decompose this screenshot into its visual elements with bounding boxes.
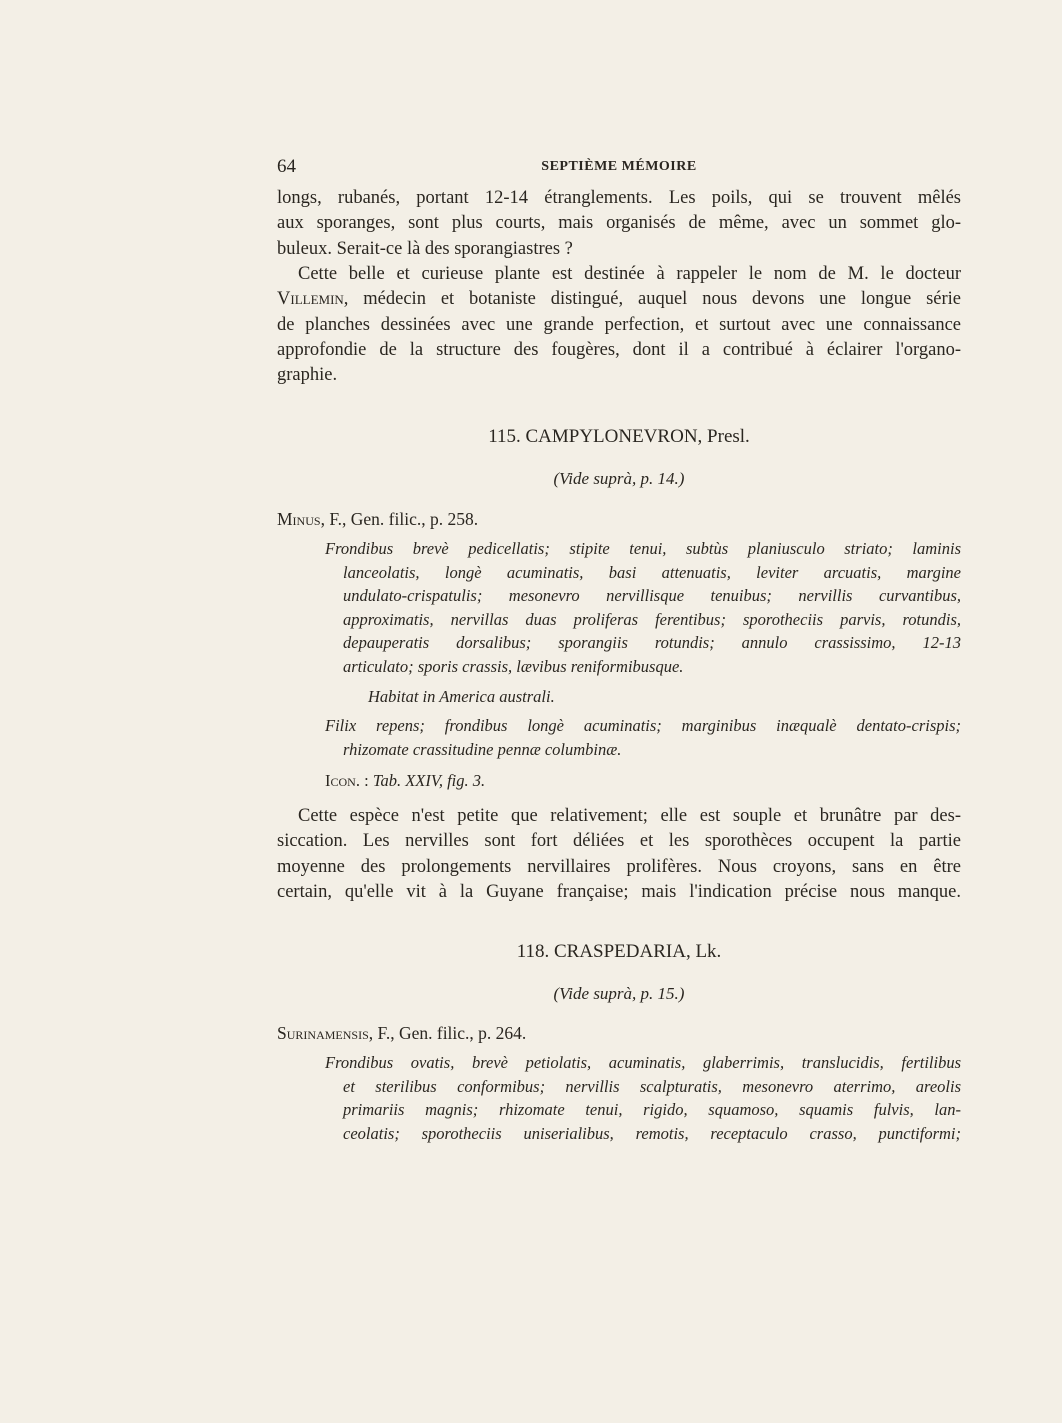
text-line: et sterilibus conformibus; nervillis scalpturatis, mesonevro aterrimo, areolis	[343, 1076, 961, 1096]
genus-title: 115. CAMPYLONEVRON, Presl.	[488, 426, 750, 447]
text-line: Filix repens; frondibus longè acuminatis; marginibus inæqualè dentato-crispis;	[325, 716, 961, 735]
cross-reference: (Vide suprà, p. 15.)	[553, 984, 685, 1003]
intro-paragraph-2	[277, 262, 961, 388]
species-name: Minus	[277, 509, 321, 529]
author-name: Villemin	[277, 289, 344, 310]
plate-reference: Tab. XXIV, fig. 3.	[372, 771, 486, 790]
species-name: Surinamensis	[277, 1023, 369, 1043]
text-line: moyenne des prolongements nervillaires prolifères. Nous croyons, sans en être	[277, 856, 961, 877]
icon-label: Icon.	[325, 771, 360, 790]
filix-description	[325, 714, 961, 761]
text-line: certain, qu'elle vit à la Guyane française; mais l'indication précise nous manque.	[277, 881, 961, 902]
text-line: aux sporanges, sont plus courts, mais organisés de même, avec un sommet glo-	[277, 213, 961, 234]
icon-separator: :	[359, 771, 373, 790]
icon-reference	[325, 771, 485, 791]
species-commentary	[277, 804, 961, 905]
text-line: longs, rubanés, portant 12-14 étranglements. Les poils, qui se trouvent mêlés	[277, 188, 961, 208]
text-line: depauperatis dorsalibus; sporangiis rotundis; annulo crassissimo, 12-13	[343, 633, 961, 653]
page-number: 64	[277, 156, 296, 177]
text-line: siccation. Les nervilles sont fort déliées et les sporothèces occupent la partie	[277, 831, 961, 852]
genus-title: 118. CRASPEDARIA, Lk.	[516, 941, 722, 962]
reference-text: , F., Gen. filic., p. 264.	[368, 1023, 527, 1043]
cross-reference: (Vide suprà, p. 14.)	[553, 469, 685, 488]
species-reference	[277, 509, 478, 530]
text-line: buleux. Serait-ce là des sporangiastres ?	[277, 238, 573, 259]
page-header	[277, 156, 961, 180]
text-fragment: , médecin et botaniste distingué, auquel nous devons une longue série	[343, 289, 961, 310]
text-line: primariis magnis; rhizomate tenui, rigido, squamoso, squamis fulvis, lan-	[343, 1100, 961, 1120]
species-reference	[277, 1023, 526, 1044]
text-line: Cette espèce n'est petite que relativement; elle est souple et brunâtre par des-	[298, 806, 961, 826]
latin-description	[325, 1051, 961, 1145]
text-line: ceolatis; sporotheciis uniserialibus, remotis, receptaculo crasso, punctiformi;	[343, 1123, 961, 1143]
text-line: Frondibus brevè pedicellatis; stipite tenui, subtùs planiusculo striato; laminis	[325, 539, 961, 558]
habitat-line: Habitat in America australi.	[368, 687, 555, 706]
text-line: lanceolatis, longè acuminatis, basi attenuatis, leviter arcuatis, margine	[343, 562, 961, 582]
latin-description	[325, 537, 961, 679]
intro-paragraph-1	[277, 186, 961, 262]
running-title: SEPTIÈME MÉMOIRE	[541, 159, 697, 174]
reference-text: , F., Gen. filic., p. 258.	[320, 509, 479, 529]
text-line: Cette belle et curieuse plante est destinée à rappeler le nom de M. le docteur	[298, 264, 961, 284]
text-line: Frondibus ovatis, brevè petiolatis, acuminatis, glaberrimis, translucidis, fertilibus	[325, 1053, 961, 1072]
text-line: rhizomate crassitudine pennæ columbinæ.	[343, 739, 622, 759]
text-line	[277, 287, 961, 312]
text-line: articulato; sporis crassis, lævibus reniformibusque.	[343, 656, 684, 676]
text-line: de planches dessinées avec une grande perfection, et surtout avec une connaissance	[277, 314, 961, 335]
text-line: approximatis, nervillas duas proliferas ferentibus; sporotheciis parvis, rotundis,	[343, 609, 961, 629]
text-line: graphie.	[277, 365, 338, 386]
text-line: approfondie de la structure des fougères, dont il a contribué à éclairer l'organo-	[277, 339, 961, 360]
text-line: undulato-crispatulis; mesonevro nervillisque tenuibus; nervillis curvantibus,	[343, 586, 961, 606]
